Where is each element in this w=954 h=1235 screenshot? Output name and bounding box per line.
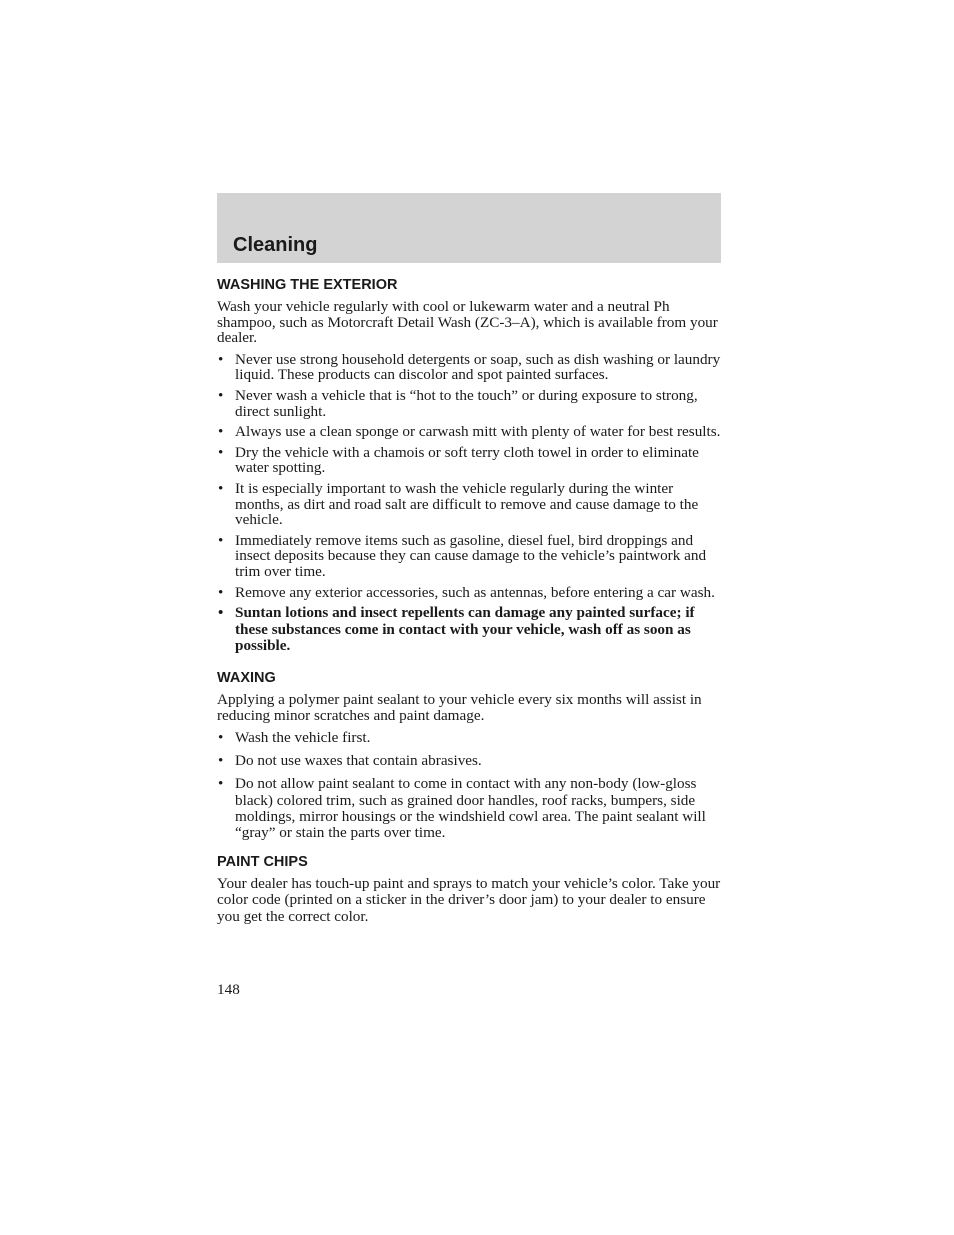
list-item xyxy=(217,388,723,419)
list-item-text: Do not allow paint sealant to come in contact with any non-body (low-gloss black) colored trim, such as grained door handles, roof racks, bumpers, side moldings, mirror housings or the windshield cowl area. The paint sealant will “gray” or stain the parts over time. xyxy=(235,775,706,842)
list-item-text: Never use strong household detergents or soap, such as dish washing or laundry liquid. These products can discolor and spot painted surfaces. xyxy=(235,350,721,384)
list-item xyxy=(217,585,723,601)
list-item-text: It is especially important to wash the vehicle regularly during the winter months, as dirt and road salt are difficult to remove and cause damage to the vehicle. xyxy=(235,479,699,529)
chapter-title: Cleaning xyxy=(233,234,318,256)
warning-text: Suntan lotions and insect repellents can damage any painted surface; if these substances come in contact with your vehicle, wash off as soon as possible. xyxy=(235,604,695,655)
section-washing-exterior xyxy=(217,276,723,655)
warning-list-item xyxy=(217,605,723,655)
list-item-text: Never wash a vehicle that is “hot to the touch” or during exposure to strong, direct sunlight. xyxy=(235,386,698,420)
bullet-icon: • xyxy=(218,350,224,368)
list-item-text: Wash the vehicle first. xyxy=(235,729,371,746)
list-item-text: Immediately remove items such as gasoline, diesel fuel, bird droppings and insect deposits because they can cause damage to the vehicle’s paintwork and trim over time. xyxy=(235,531,707,580)
list-item xyxy=(217,533,723,580)
bullet-icon: • xyxy=(218,386,224,404)
paint-chips-paragraph: Your dealer has touch-up paint and sprays to match your vehicle’s color. Take your color code (printed on a sticker in the driver’s door jam) to your dealer to ensure you get the correct color. xyxy=(217,875,721,925)
bullet-icon: • xyxy=(218,752,224,770)
bullet-icon: • xyxy=(218,775,224,793)
section-paint-chips xyxy=(217,853,723,925)
waxing-bullet-list xyxy=(217,730,723,841)
list-item xyxy=(217,352,723,383)
page-number: 148 xyxy=(217,981,240,998)
bullet-icon: • xyxy=(218,479,224,497)
section-heading-paint-chips: PAINT CHIPS xyxy=(217,854,308,871)
bullet-icon: • xyxy=(218,604,224,622)
bullet-icon: • xyxy=(218,443,224,461)
section-header-band xyxy=(217,193,721,263)
bullet-icon: • xyxy=(218,423,224,441)
list-item xyxy=(217,445,723,476)
list-item-text: Always use a clean sponge or carwash mitt with plenty of water for best results. xyxy=(235,423,721,441)
page-content xyxy=(217,276,723,931)
list-item xyxy=(217,776,723,841)
list-item xyxy=(217,424,723,440)
list-item-text: Dry the vehicle with a chamois or soft terry cloth towel in order to eliminate water spotting. xyxy=(235,443,699,477)
bullet-icon: • xyxy=(218,531,224,549)
list-item xyxy=(217,481,723,528)
washing-bullet-list xyxy=(217,352,723,655)
list-item xyxy=(217,753,723,769)
list-item-text: Remove any exterior accessories, such as antennas, before entering a car wash. xyxy=(235,583,715,601)
bullet-icon: • xyxy=(218,729,224,746)
list-item xyxy=(217,730,723,746)
list-item-text: Do not use waxes that contain abrasives. xyxy=(235,752,482,770)
washing-intro-paragraph: Wash your vehicle regularly with cool or lukewarm water and a neutral Ph shampoo, such as Motorcraft Detail Wash (ZC-3–A), which is available from your dealer. xyxy=(217,298,718,347)
bullet-icon: • xyxy=(218,583,224,601)
section-heading-waxing: WAXING xyxy=(217,669,276,686)
waxing-intro-paragraph: Applying a polymer paint sealant to your vehicle every six months will assist in reducing minor scratches and paint damage. xyxy=(217,690,702,724)
section-heading-washing: WASHING THE EXTERIOR xyxy=(217,277,398,293)
section-waxing xyxy=(217,669,723,842)
